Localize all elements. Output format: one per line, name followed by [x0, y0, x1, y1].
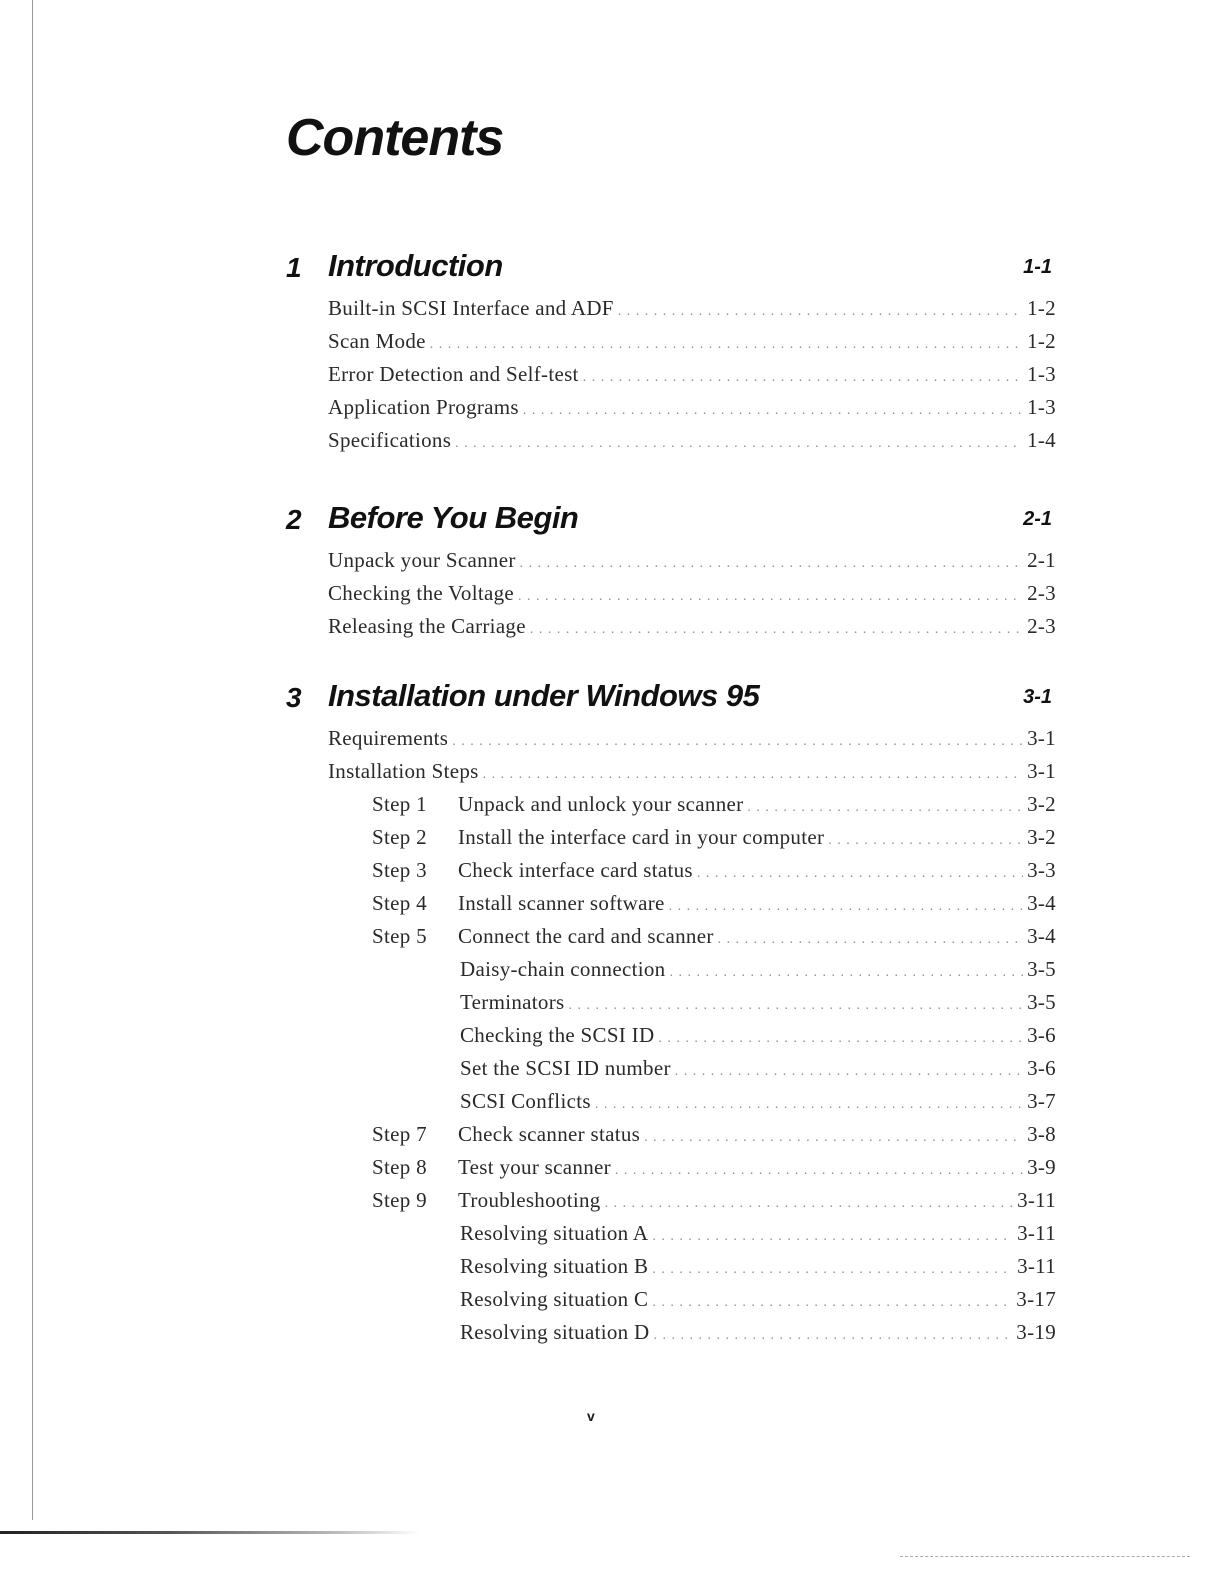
toc-entry-label: Releasing the Carriage — [328, 614, 526, 638]
chapter-heading[interactable] — [286, 248, 1056, 288]
dot-leader — [644, 1130, 1023, 1146]
chapter-number: 3 — [286, 682, 302, 713]
toc-entry-label: Resolving situation A — [460, 1221, 649, 1245]
toc-entry-label: Install the interface card in your computer — [458, 825, 825, 849]
toc-subentry[interactable] — [286, 1023, 1056, 1056]
page-folio: v — [587, 1408, 595, 1424]
toc-subentry[interactable] — [286, 1056, 1056, 1089]
toc-entry-page: 2-3 — [1027, 614, 1056, 638]
toc-entry-label: Set the SCSI ID number — [460, 1056, 671, 1080]
step-number: Step 5 — [372, 924, 427, 948]
dot-leader — [568, 998, 1023, 1014]
toc-entry-label: Specifications — [328, 428, 452, 452]
toc-entry-label: Resolving situation D — [460, 1320, 650, 1344]
toc-entry-label: Install scanner software — [458, 891, 665, 915]
toc-step-entry[interactable] — [286, 825, 1056, 858]
dot-leader — [658, 1031, 1023, 1047]
toc-entry[interactable] — [286, 329, 1056, 362]
toc-entry[interactable] — [286, 362, 1056, 395]
toc-entry[interactable] — [286, 759, 1056, 792]
toc-subentry[interactable] — [286, 1287, 1056, 1320]
step-number: Step 2 — [372, 825, 427, 849]
toc-entry-page: 2-3 — [1027, 581, 1056, 605]
step-number: Step 4 — [372, 891, 427, 915]
toc-entry-label: Connect the card and scanner — [458, 924, 714, 948]
chapter-3 — [286, 678, 1056, 1353]
dot-leader — [483, 767, 1023, 783]
toc-entry-label: Unpack and unlock your scanner — [458, 792, 744, 816]
dot-leader — [523, 403, 1023, 419]
toc-entry-page: 3-2 — [1027, 825, 1056, 849]
toc-step-entry[interactable] — [286, 1188, 1056, 1221]
toc-step-entry[interactable] — [286, 924, 1056, 957]
toc-step-entry[interactable] — [286, 1122, 1056, 1155]
toc-entry-label: Application Programs — [328, 395, 519, 419]
toc-entry-page: 3-9 — [1027, 1155, 1056, 1179]
dot-leader — [718, 932, 1023, 948]
step-number: Step 8 — [372, 1155, 427, 1179]
toc-step-entry[interactable] — [286, 858, 1056, 891]
chapter-title: Before You Begin — [328, 500, 579, 535]
toc-entry-label: Resolving situation C — [460, 1287, 649, 1311]
dot-leader — [747, 800, 1023, 816]
toc-subentry[interactable] — [286, 1221, 1056, 1254]
toc-entry-label: Daisy-chain connection — [460, 957, 666, 981]
chapter-number: 2 — [286, 504, 302, 535]
toc-entry[interactable] — [286, 726, 1056, 759]
dot-leader — [595, 1097, 1023, 1113]
step-number: Step 3 — [372, 858, 427, 882]
chapter-page-number: 2-1 — [1023, 508, 1052, 530]
dot-leader — [605, 1196, 1013, 1212]
dot-leader — [669, 965, 1023, 981]
dot-leader — [455, 436, 1023, 452]
chapter-1 — [286, 248, 1056, 461]
page-title: Contents — [286, 109, 504, 167]
chapter-2 — [286, 500, 1056, 647]
dot-leader — [652, 1295, 1012, 1311]
toc-step-entry[interactable] — [286, 792, 1056, 825]
dot-leader — [520, 556, 1023, 572]
toc-entry-page: 1-2 — [1027, 329, 1056, 353]
toc-subentry[interactable] — [286, 1254, 1056, 1287]
toc-subentry[interactable] — [286, 1089, 1056, 1122]
toc-entry-page: 3-4 — [1027, 924, 1056, 948]
toc-entry-label: Built-in SCSI Interface and ADF — [328, 296, 614, 320]
toc-entry-page: 3-5 — [1027, 990, 1056, 1014]
toc-entry-page: 1-3 — [1027, 395, 1056, 419]
toc-entry-label: Unpack your Scanner — [328, 548, 516, 572]
toc-entry-label: Scan Mode — [328, 329, 426, 353]
dot-leader — [652, 1262, 1013, 1278]
toc-entry-list — [286, 548, 1056, 647]
dot-leader — [697, 866, 1023, 882]
chapter-heading[interactable] — [286, 678, 1056, 718]
toc-entry-label: Checking the Voltage — [328, 581, 515, 605]
scan-edge-mark — [900, 1556, 1190, 1558]
toc-subentry[interactable] — [286, 990, 1056, 1023]
toc-entry-label: Error Detection and Self-test — [328, 362, 579, 386]
binding-edge-line — [32, 0, 33, 1520]
toc-entry-page: 3-11 — [1017, 1221, 1056, 1245]
toc-entry[interactable] — [286, 581, 1056, 614]
toc-entry[interactable] — [286, 428, 1056, 461]
toc-entry-label: Check interface card status — [458, 858, 693, 882]
toc-entry-page: 1-3 — [1027, 362, 1056, 386]
chapter-title: Introduction — [328, 248, 503, 283]
chapter-heading[interactable] — [286, 500, 1056, 540]
step-number: Step 1 — [372, 792, 427, 816]
dot-leader — [675, 1064, 1023, 1080]
dot-leader — [530, 622, 1023, 638]
toc-entry-page: 3-4 — [1027, 891, 1056, 915]
dot-leader — [452, 734, 1023, 750]
toc-entry-page: 3-8 — [1027, 1122, 1056, 1146]
toc-entry-page: 3-5 — [1027, 957, 1056, 981]
toc-entry-list — [286, 726, 1056, 1353]
chapter-page-number: 3-1 — [1023, 686, 1052, 708]
toc-entry-page: 3-6 — [1027, 1056, 1056, 1080]
toc-entry-label: Installation Steps — [328, 759, 479, 783]
chapter-page-number: 1-1 — [1023, 256, 1052, 278]
step-number: Step 9 — [372, 1188, 427, 1212]
toc-step-entry[interactable] — [286, 891, 1056, 924]
toc-entry-page: 3-2 — [1027, 792, 1056, 816]
step-number: Step 7 — [372, 1122, 427, 1146]
toc-entry-label: SCSI Conflicts — [460, 1089, 591, 1113]
toc-entry-label: Troubleshooting — [458, 1188, 601, 1212]
toc-entry-label: Check scanner status — [458, 1122, 641, 1146]
dot-leader — [653, 1328, 1012, 1344]
dot-leader — [518, 589, 1023, 605]
dot-leader — [583, 370, 1023, 386]
dot-leader — [618, 304, 1023, 320]
toc-entry-page: 3-7 — [1027, 1089, 1056, 1113]
toc-entry-page: 3-6 — [1027, 1023, 1056, 1047]
toc-entry-page: 3-11 — [1017, 1188, 1056, 1212]
toc-entry-list — [286, 296, 1056, 461]
chapter-number: 1 — [286, 252, 302, 283]
toc-entry-label: Checking the SCSI ID — [460, 1023, 655, 1047]
toc-entry-label: Requirements — [328, 726, 449, 750]
dot-leader — [669, 899, 1023, 915]
toc-entry-page: 3-19 — [1016, 1320, 1056, 1344]
toc-entry-page: 1-4 — [1027, 428, 1056, 452]
toc-step-entry[interactable] — [286, 1155, 1056, 1188]
toc-entry-page: 3-3 — [1027, 858, 1056, 882]
dot-leader — [652, 1229, 1013, 1245]
toc-entry[interactable] — [286, 614, 1056, 647]
toc-subentry[interactable] — [286, 957, 1056, 990]
toc-entry-page: 2-1 — [1027, 548, 1056, 572]
toc-subentry[interactable] — [286, 1320, 1056, 1353]
toc-entry-page: 3-17 — [1016, 1287, 1056, 1311]
toc-entry-page: 3-1 — [1027, 759, 1056, 783]
toc-entry[interactable] — [286, 395, 1056, 428]
toc-entry-page: 1-2 — [1027, 296, 1056, 320]
dot-leader — [615, 1163, 1023, 1179]
dot-leader — [430, 337, 1023, 353]
scan-edge-mark — [0, 1531, 420, 1534]
toc-entry-label: Test your scanner — [458, 1155, 611, 1179]
chapter-title: Installation under Windows 95 — [328, 678, 760, 713]
toc-entry-page: 3-1 — [1027, 726, 1056, 750]
toc-entry[interactable] — [286, 296, 1056, 329]
dot-leader — [828, 833, 1023, 849]
toc-entry-page: 3-11 — [1017, 1254, 1056, 1278]
toc-entry-label: Resolving situation B — [460, 1254, 649, 1278]
toc-entry[interactable] — [286, 548, 1056, 581]
toc-entry-label: Terminators — [460, 990, 565, 1014]
